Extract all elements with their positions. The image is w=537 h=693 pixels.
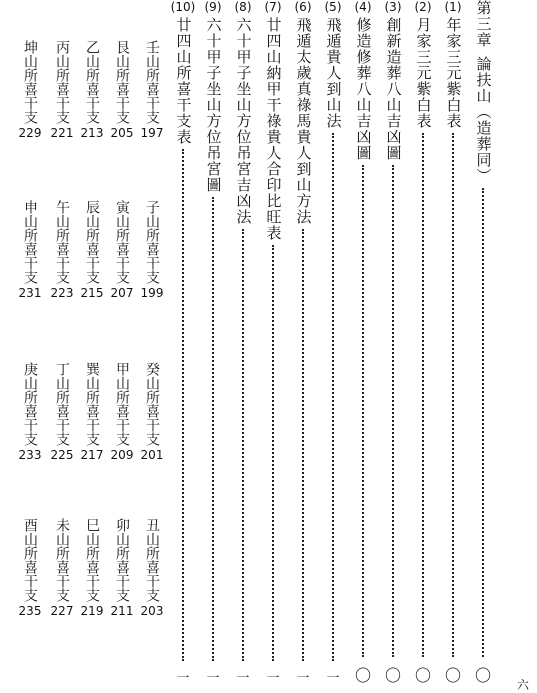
section-entry-7[interactable]: [260, 0, 286, 692]
mountain-entry-yin[interactable]: [108, 200, 136, 300]
section-page: 一: [176, 671, 190, 686]
section-entry-6[interactable]: [290, 0, 316, 692]
section-number: (8): [234, 0, 252, 14]
section-title: 廿四山所喜干支表: [174, 17, 193, 145]
mountain-entry-kun[interactable]: [16, 40, 44, 140]
mountain-title: 丁山所喜干支: [54, 362, 70, 446]
chapter-heading: [470, 0, 496, 692]
mountain-entry-ding[interactable]: [48, 362, 76, 462]
mountain-entry-gen[interactable]: [108, 40, 136, 140]
mountain-page: 211: [110, 604, 134, 618]
mountain-entry-xun[interactable]: [78, 362, 106, 462]
mountain-entry-chen[interactable]: [78, 200, 106, 300]
mountain-page: 235: [18, 604, 42, 618]
section-title: 廿四山納甲干祿貴人合印比旺表: [264, 17, 283, 241]
mountain-title: 庚山所喜干支: [22, 362, 38, 446]
section-title: 六十甲子坐山方位吊宮圖: [204, 17, 223, 193]
mountain-page: 221: [50, 126, 74, 140]
section-title: 六十甲子坐山方位吊宮吉凶法: [234, 17, 253, 225]
section-number: (5): [324, 0, 342, 14]
leader-dots: [452, 133, 454, 657]
section-page: 〇: [384, 666, 401, 685]
mountain-page: 199: [140, 286, 164, 300]
section-number: (2): [414, 0, 432, 14]
section-title: 年家三元紫白表: [444, 17, 463, 129]
mountain-title: 辰山所喜干支: [84, 200, 100, 284]
leader-dots: [482, 188, 484, 657]
mountain-page: 197: [140, 126, 164, 140]
mountain-page: 217: [80, 448, 104, 462]
section-title: 修造修葬八山吉凶圖: [354, 17, 373, 161]
section-page: 一: [236, 671, 250, 686]
leader-dots: [362, 165, 364, 657]
mountain-entry-zi[interactable]: [138, 200, 166, 300]
mountain-title: 甲山所喜干支: [114, 362, 130, 446]
mountain-entry-gui[interactable]: [138, 362, 166, 462]
chapter-number: 第三章: [474, 0, 493, 48]
section-title: 月家三元紫白表: [414, 17, 433, 129]
mountain-entry-ren[interactable]: [138, 40, 166, 140]
leader-dots: [212, 197, 214, 661]
mountain-page: 219: [80, 604, 104, 618]
mountain-entry-shen[interactable]: [16, 200, 44, 300]
leader-dots: [182, 149, 184, 661]
mountain-entry-chou[interactable]: [138, 518, 166, 618]
section-entry-10[interactable]: [170, 0, 196, 692]
section-entry-1[interactable]: [440, 0, 466, 692]
mountain-entry-jia[interactable]: [108, 362, 136, 462]
mountain-title: 艮山所喜干支: [114, 40, 130, 124]
mountain-page: 213: [80, 126, 104, 140]
mountain-title: 巳山所喜干支: [84, 518, 100, 602]
section-number: (6): [294, 0, 312, 14]
mountain-entry-wei[interactable]: [48, 518, 76, 618]
leader-dots: [392, 165, 394, 657]
mountain-page: 205: [110, 126, 134, 140]
section-entry-8[interactable]: [230, 0, 256, 692]
mountain-page: 203: [140, 604, 164, 618]
mountain-page: 201: [140, 448, 164, 462]
mountain-title: 卯山所喜干支: [114, 518, 130, 602]
mountain-entry-mao[interactable]: [108, 518, 136, 618]
section-page: 〇: [354, 666, 371, 685]
mountain-title: 丙山所喜干支: [54, 40, 70, 124]
section-page: 一: [296, 671, 310, 686]
mountain-entry-geng[interactable]: [16, 362, 44, 462]
section-title: 飛遁太歲真祿馬貴人到山方法: [294, 17, 313, 225]
mountain-page: 229: [18, 126, 42, 140]
mountain-page: 233: [18, 448, 42, 462]
mountain-title: 乙山所喜干支: [84, 40, 100, 124]
mountain-title: 寅山所喜干支: [114, 200, 130, 284]
section-title: 飛遁貴人到山法: [324, 17, 343, 129]
leader-dots: [242, 229, 244, 661]
chapter-page: 〇: [474, 666, 491, 685]
section-number: (4): [354, 0, 372, 14]
mountain-title: 酉山所喜干支: [22, 518, 38, 602]
section-entry-9[interactable]: [200, 0, 226, 692]
section-page: 一: [206, 671, 220, 686]
mountain-title: 申山所喜干支: [22, 200, 38, 284]
section-entry-3[interactable]: [380, 0, 406, 692]
leader-dots: [272, 245, 274, 661]
section-number: (10): [170, 0, 196, 14]
mountain-page: 215: [80, 286, 104, 300]
mountain-entry-wu[interactable]: [48, 200, 76, 300]
mountain-page: 207: [110, 286, 134, 300]
mountain-title: 丑山所喜干支: [144, 518, 160, 602]
section-page: 一: [266, 671, 280, 686]
section-page: 〇: [444, 666, 461, 685]
mountain-title: 子山所喜干支: [144, 200, 160, 284]
corner-page-number: 六: [516, 678, 529, 692]
section-entry-5[interactable]: [320, 0, 346, 692]
mountain-page: 225: [50, 448, 74, 462]
mountain-page: 223: [50, 286, 74, 300]
mountain-title: 未山所喜干支: [54, 518, 70, 602]
section-entry-2[interactable]: [410, 0, 436, 692]
section-number: (3): [384, 0, 402, 14]
section-title: 創新造葬八山吉凶圖: [384, 17, 403, 161]
mountain-entry-you[interactable]: [16, 518, 44, 618]
mountain-title: 坤山所喜干支: [22, 40, 38, 124]
mountain-entry-si[interactable]: [78, 518, 106, 618]
mountain-page: 227: [50, 604, 74, 618]
section-number: (1): [444, 0, 462, 14]
section-number: (9): [204, 0, 222, 14]
mountain-title: 巽山所喜干支: [84, 362, 100, 446]
section-page: 一: [326, 671, 340, 686]
section-entry-4[interactable]: [350, 0, 376, 692]
mountain-title: 壬山所喜干支: [144, 40, 160, 124]
mountain-page: 231: [18, 286, 42, 300]
chapter-title: 論扶山（造葬同）: [474, 56, 493, 184]
mountain-title: 午山所喜干支: [54, 200, 70, 284]
mountain-title: 癸山所喜干支: [144, 362, 160, 446]
leader-dots: [422, 133, 424, 657]
mountain-entry-bing[interactable]: [48, 40, 76, 140]
leader-dots: [332, 133, 334, 661]
mountain-page: 209: [110, 448, 134, 462]
leader-dots: [302, 229, 304, 661]
section-page: 〇: [414, 666, 431, 685]
mountain-entry-yi[interactable]: [78, 40, 106, 140]
section-number: (7): [264, 0, 282, 14]
